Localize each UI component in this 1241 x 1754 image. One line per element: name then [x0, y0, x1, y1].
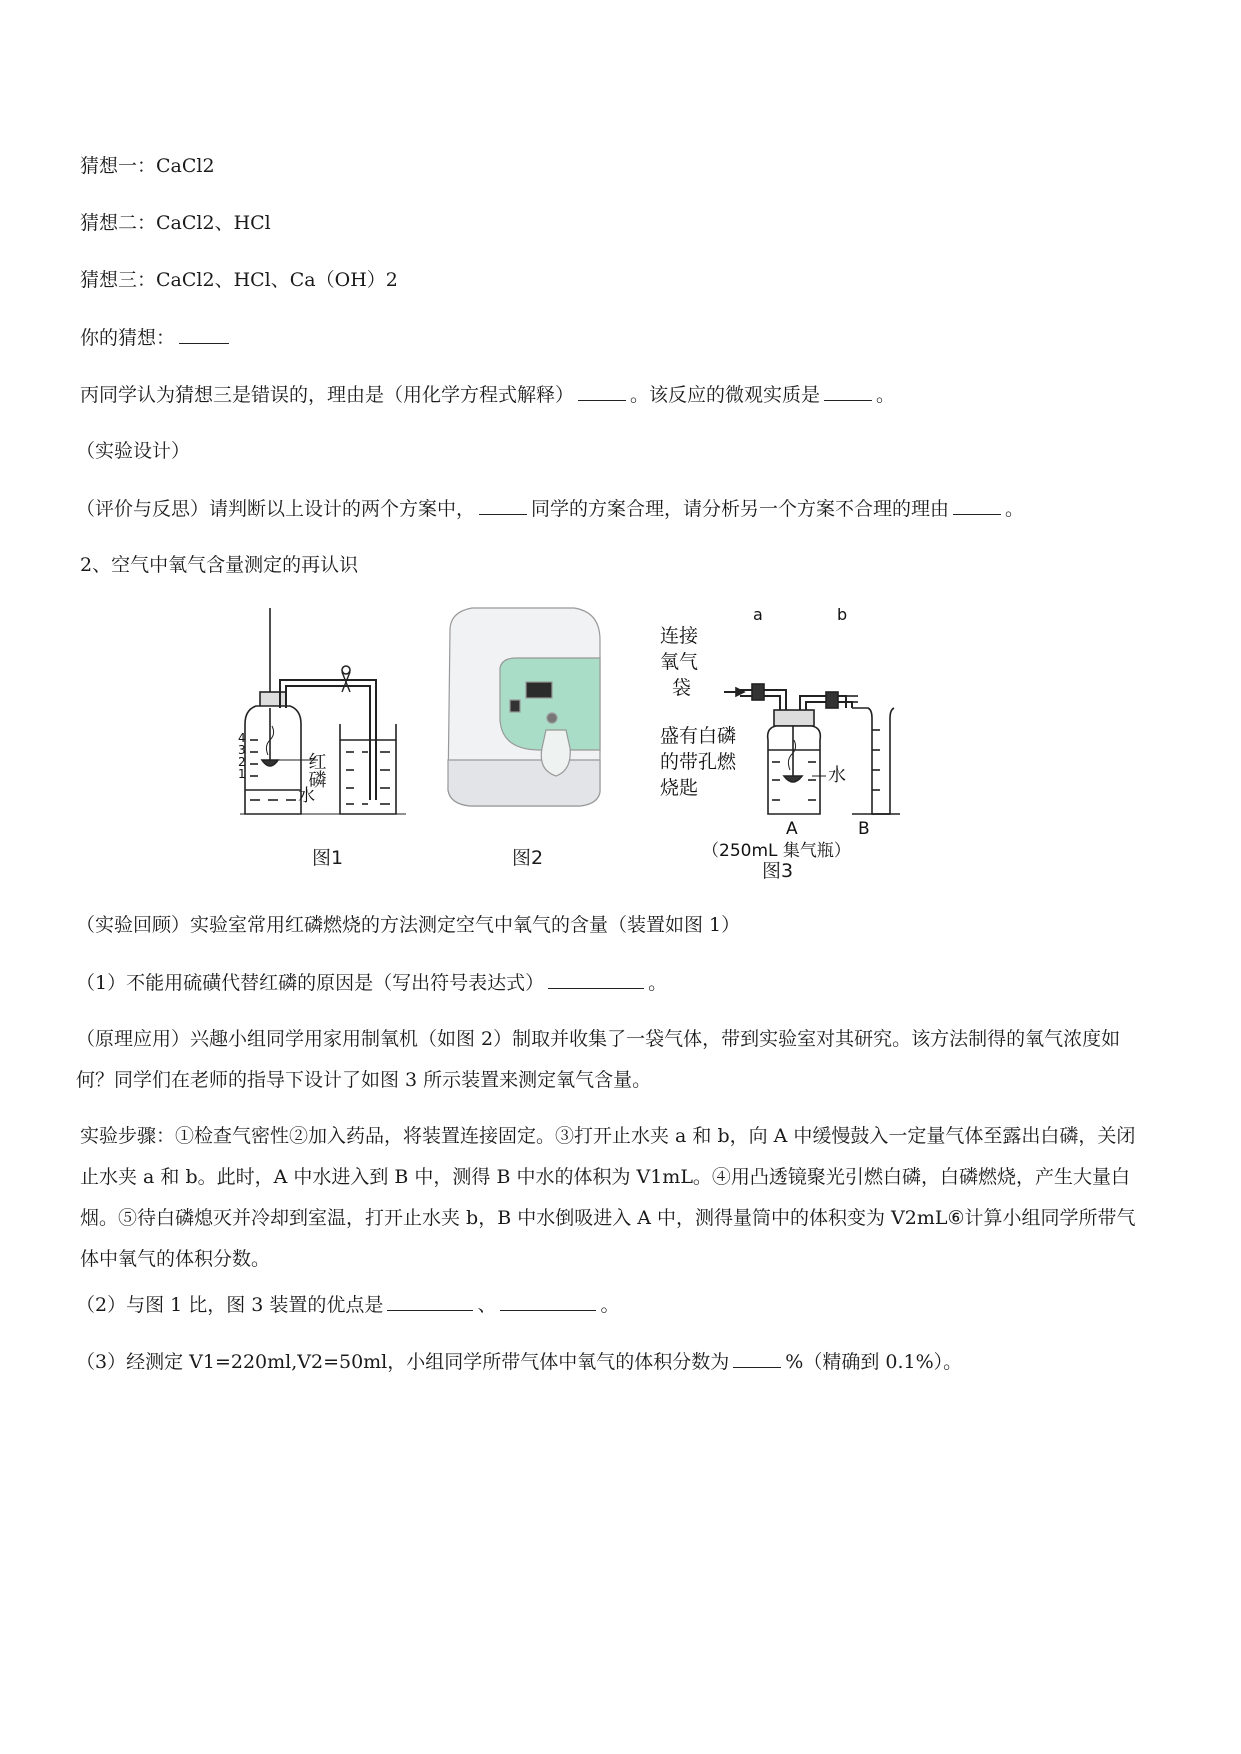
reflection-statement: [76, 494, 1024, 523]
fig2-oxygen-machine: [448, 608, 600, 806]
guess-2: 猜想二：CaCl2、HCl: [80, 212, 271, 234]
q1-text: （1）不能用硫磺代替红磷的原因是（写出符号表达式）: [76, 972, 545, 994]
fig1-label-water: 水: [298, 786, 315, 806]
reflect-text-1: （评价与反思）请判断以上设计的两个方案中，: [76, 498, 476, 520]
fig3-caption: 图3: [762, 860, 794, 882]
fig3-label-spoon-1: 盛有白磷: [660, 725, 737, 747]
fig3-label-B: B: [858, 819, 870, 839]
fig2-caption: 图2: [512, 847, 544, 869]
fig1-scale-3: 3: [238, 743, 246, 757]
question-3: [76, 1347, 962, 1376]
fig3-label-connect-2: 氧气: [660, 651, 699, 673]
question-2: [76, 1290, 619, 1319]
fig3-clip-a: a: [753, 605, 763, 624]
q2-text: （2）与图 1 比，图 3 装置的优点是: [76, 1294, 384, 1316]
fig1-scale-1: 1: [238, 767, 246, 781]
fig1-scale-2: 2: [238, 755, 246, 769]
q1-end: 。: [648, 972, 668, 994]
experiment-design-heading: （实验设计）: [76, 440, 191, 462]
q3-text: （3）经测定 V1=220ml,V2=50ml，小组同学所带气体中氧气的体积分数为: [76, 1351, 730, 1373]
q2-sep: 、: [477, 1294, 497, 1316]
bing-text-3: 。: [876, 384, 896, 406]
principle-application: （原理应用）兴趣小组同学用家用制氧机（如图 2）制取并收集了一袋气体，带到实验室对其研究。该方法制得的氧气浓度如何？同学们在老师的指导下设计了如图 3 所示装置来测定氧气含量。: [76, 1028, 1121, 1091]
fig3-label-spoon-2: 的带孔燃: [660, 751, 737, 773]
bing-text-1: 丙同学认为猜想三是错误的，理由是（用化学方程式解释）: [80, 384, 575, 406]
reflect-text-2: 同学的方案合理，请分析另一个方案不合理的理由: [531, 498, 950, 520]
fig3-label-connect-1: 连接: [660, 625, 699, 647]
fig3-apparatus: [724, 684, 900, 814]
fig1-caption: 图1: [312, 847, 344, 869]
q2-end: 。: [600, 1294, 620, 1316]
section-2-title: 2、空气中氧气含量测定的再认识: [80, 554, 359, 576]
fig3-clip-b: b: [837, 605, 848, 624]
answer-blank[interactable]: [387, 1290, 473, 1311]
fig1-label-red-phosphorus: 红磷: [305, 752, 327, 788]
answer-blank[interactable]: [824, 380, 872, 401]
fig3-label-A: A: [786, 819, 798, 839]
your-guess: [80, 323, 233, 352]
guess-1: 猜想一：CaCl2: [80, 155, 215, 177]
bing-statement: [80, 380, 895, 409]
experiment-review: （实验回顾）实验室常用红磷燃烧的方法测定空气中氧气的含量（装置如图 1）: [76, 914, 741, 936]
fig3-label-connect-3: 袋: [672, 677, 692, 699]
fig3-label-water: 水: [828, 765, 846, 786]
answer-blank[interactable]: [500, 1290, 596, 1311]
fig3-label-spoon-3: 烧匙: [660, 777, 699, 799]
answer-blank[interactable]: [479, 494, 527, 515]
fig3-label-bottle: （250mL 集气瓶）: [702, 841, 851, 861]
guess-3: 猜想三：CaCl2、HCl、Ca（OH）2: [80, 269, 398, 291]
your-guess-label: 你的猜想：: [80, 327, 176, 349]
answer-blank[interactable]: [548, 968, 644, 989]
answer-blank[interactable]: [733, 1347, 781, 1368]
fig1-scale-4: 4: [238, 731, 246, 745]
q3-end: %（精确到 0.1%）。: [785, 1351, 963, 1373]
reflect-text-3: 。: [1005, 498, 1025, 520]
answer-blank[interactable]: [179, 323, 229, 344]
answer-blank[interactable]: [578, 380, 626, 401]
experiment-steps: 实验步骤：①检查气密性②加入药品，将装置连接固定。③打开止水夹 a 和 b，向 A 中缓慢鼓入一定量气体至露出白磷，关闭止水夹 a 和 b。此时，A 中水进入到 B 中，测得 B 中水的体积为 V1mL。④用凸透镜聚光引燃白磷，白磷燃烧，产生大量白烟。⑤待白磷熄灭并冷却到室温，打开止水夹 b，B 中水倒吸进入 A 中，测得量筒中的体积变为 V2mL⑥计算小组同学所带气体中氧气的体积分数。: [80, 1125, 1136, 1270]
figures-row: [240, 600, 1000, 885]
answer-blank[interactable]: [953, 494, 1001, 515]
bing-text-2: 。该反应的微观实质是: [630, 384, 821, 406]
apparatus-diagram: [240, 600, 1000, 885]
question-1: [76, 968, 667, 997]
